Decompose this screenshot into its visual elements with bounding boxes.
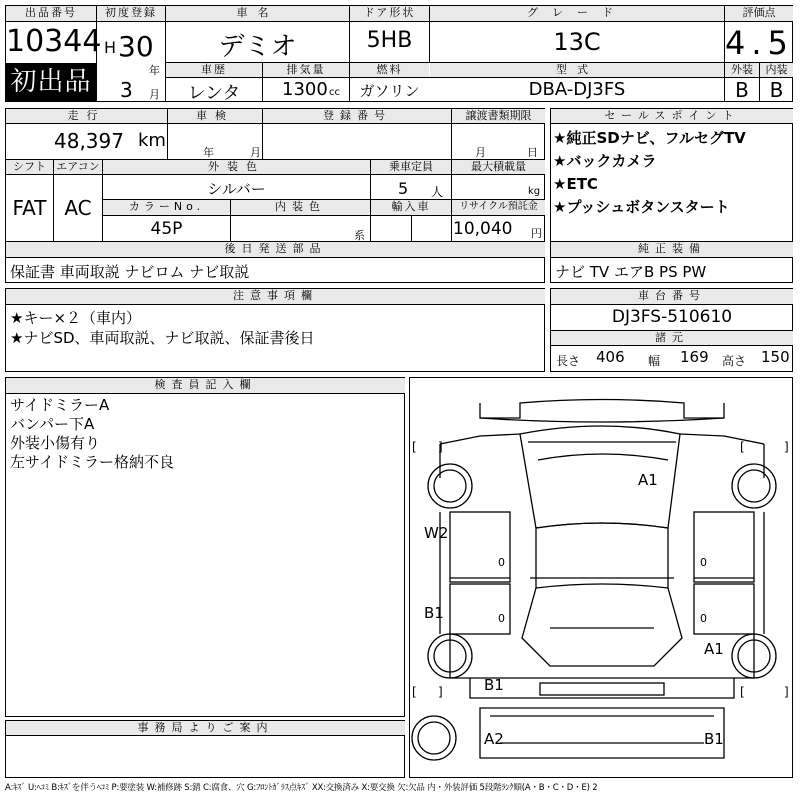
sales-points-label: セールスポイント: [551, 109, 793, 123]
color-no-label: カラーNo.: [103, 200, 230, 215]
zero-mark-rr: 0: [700, 612, 707, 625]
width-label: 幅: [648, 354, 661, 368]
damage-b1-left: B1: [424, 604, 444, 622]
month-unit: 月: [149, 88, 160, 101]
ac-label: エアコン: [54, 160, 102, 174]
model-code: DBA-DJ3FS: [528, 79, 626, 100]
first-reg-label: 初度登録: [97, 6, 165, 21]
damage-a1-hood: A1: [638, 471, 658, 489]
recycle-fee: 10,040: [453, 219, 513, 239]
damage-b1-bottom: B1: [484, 676, 504, 694]
reg-month: 3: [120, 78, 133, 102]
rear-hatch-outline: [522, 588, 682, 666]
transfer-deadline-label: 譲渡書類期限: [452, 109, 545, 123]
office-label: 事務局よりご案内: [6, 721, 405, 735]
car-name: デミオ: [218, 32, 297, 62]
equipment: ナビ TV エアB PS PW: [555, 263, 707, 281]
later-parts-label: 後日発送部品: [6, 242, 545, 257]
model-code-label: 型式: [430, 63, 724, 77]
score: 4.5: [725, 24, 794, 62]
lot-number: 10344: [6, 24, 102, 59]
reg-year: 30: [118, 30, 154, 63]
first-listing-badge: 初出品: [6, 64, 96, 101]
bracket-left-bottom: [: [412, 685, 417, 699]
grade-label: グレード: [430, 6, 724, 21]
int-color-label: 内装色: [231, 200, 370, 215]
inspection-month-unit: 月: [250, 146, 261, 159]
history-label: 車歴: [166, 63, 262, 77]
max-load-label: 最大積載量: [452, 160, 545, 174]
transfer-month-unit: 月: [475, 146, 486, 159]
bracket-right-bottom: [: [740, 685, 745, 699]
reg-no-label: 登録番号: [263, 109, 451, 123]
damage-a1-right: A1: [704, 640, 724, 658]
shift: FAT: [12, 196, 47, 220]
inspection-label: 車検: [168, 109, 262, 123]
displacement-label: 排気量: [263, 63, 349, 77]
transfer-day-unit: 日: [527, 146, 538, 159]
displacement-unit: cc: [329, 87, 340, 98]
recycle-label: リサイクル預託金: [452, 200, 545, 215]
notes-label: 注意事項欄: [6, 289, 545, 304]
inspector-line-4: 左サイドミラー格納不良: [10, 453, 174, 471]
fuel-label: 燃料: [350, 63, 429, 77]
note-line-2: ★ナビSD、車両取説、ナビ取説、保証書後日: [10, 329, 315, 347]
inspector-label: 検査員記入欄: [6, 378, 405, 393]
capacity-label: 乗車定員: [371, 160, 451, 174]
year-unit: 年: [149, 64, 160, 77]
zero-mark-lf: 0: [498, 556, 505, 569]
height-label: 高さ: [722, 354, 747, 368]
front-top-line: [480, 400, 724, 419]
lot-no-label: 出品番号: [6, 6, 96, 21]
ext-color: シルバー: [207, 180, 266, 198]
height-value: 150: [761, 348, 790, 366]
later-parts: 保証書 車両取説 ナビロム ナビ取説: [10, 263, 250, 281]
mileage: 48,397: [54, 129, 124, 153]
right-rear-door: [694, 584, 754, 634]
note-line-1: ★キー×２（車内）: [10, 309, 142, 327]
shift-label: シフト: [6, 160, 53, 174]
bracket-right-top-close: ]: [784, 440, 789, 454]
left-rear-door: [450, 584, 510, 634]
displacement: 1300: [282, 79, 328, 100]
color-no: 45P: [150, 219, 183, 239]
capacity: 5: [398, 179, 409, 198]
inspector-line-3: 外装小傷有り: [10, 434, 101, 452]
fuel: ガソリン: [359, 82, 420, 100]
max-load-unit: kg: [528, 186, 541, 197]
chassis-label: 車台番号: [551, 289, 793, 304]
bracket-right-bottom-close: ]: [784, 685, 789, 699]
capacity-unit: 人: [431, 185, 444, 199]
recycle-unit: 円: [531, 227, 542, 240]
damage-w2-left: W2: [424, 524, 449, 542]
car-diagram: [409, 377, 793, 778]
inspection-year-unit: 年: [203, 146, 214, 159]
ext-color-label: 外装色: [103, 160, 370, 174]
zero-mark-lr: 0: [498, 612, 505, 625]
inspector-line-2: バンパー下A: [10, 415, 95, 433]
sales-point-1: ★純正SDナビ、フルセグTV: [553, 129, 746, 147]
right-front-door: [694, 512, 754, 582]
bracket-left-top-close: ]: [438, 440, 443, 454]
width-value: 169: [680, 348, 709, 366]
equipment-label: 純正装備: [551, 242, 793, 257]
length-value: 406: [596, 348, 625, 366]
spec-label: 諸元: [551, 331, 793, 345]
exterior-grade: B: [735, 78, 749, 102]
int-color-unit: 系: [354, 229, 365, 242]
length-label: 長さ: [556, 354, 581, 368]
door-type: 5HB: [366, 28, 413, 53]
mileage-unit: km: [138, 130, 166, 151]
car-diagram-svg: [410, 378, 793, 778]
era: H: [104, 38, 117, 57]
bracket-left-bottom-close: ]: [438, 685, 443, 699]
chassis-number: DJ3FS-510610: [611, 307, 733, 327]
interior-grade: B: [769, 78, 784, 102]
sales-point-4: ★プッシュボタンスタート: [553, 198, 730, 216]
grade: 13C: [553, 28, 601, 56]
sales-point-3: ★ETC: [553, 175, 598, 193]
import-label: 輸入車: [371, 200, 451, 215]
interior-label: 内装: [760, 63, 793, 77]
inspector-line-1: サイドミラーA: [10, 396, 110, 414]
bracket-right-top: [: [740, 440, 745, 454]
zero-mark-rf: 0: [700, 556, 707, 569]
car-name-label: 車名: [166, 6, 349, 21]
sales-point-2: ★バックカメラ: [553, 152, 657, 170]
history: レンタ: [187, 83, 241, 104]
damage-b1-rear: B1: [704, 730, 724, 748]
ac: AC: [64, 196, 92, 220]
left-front-door: [450, 512, 510, 582]
door-label: ドア形状: [350, 6, 429, 21]
damage-legend: A:ｷｽﾞ U:ﾍｺﾐ B:ｷｽﾞを伴うﾍｺﾐ P:要塗装 W:補修跡 S:錆 C:腐食、穴 G:ﾌﾛﾝﾄｶﾞﾗｽ点ｷｽﾞ XX:交換済み X:要交換 欠:欠品 内・外装評価 5段階ﾗﾝｸ順(A・B・C・D・E) 2: [5, 783, 598, 793]
damage-a2-rear: A2: [484, 730, 504, 748]
mileage-label: 走行: [6, 109, 167, 123]
bracket-left-top: [: [412, 440, 417, 454]
score-label: 評価点: [725, 6, 793, 21]
exterior-label: 外装: [725, 63, 759, 77]
